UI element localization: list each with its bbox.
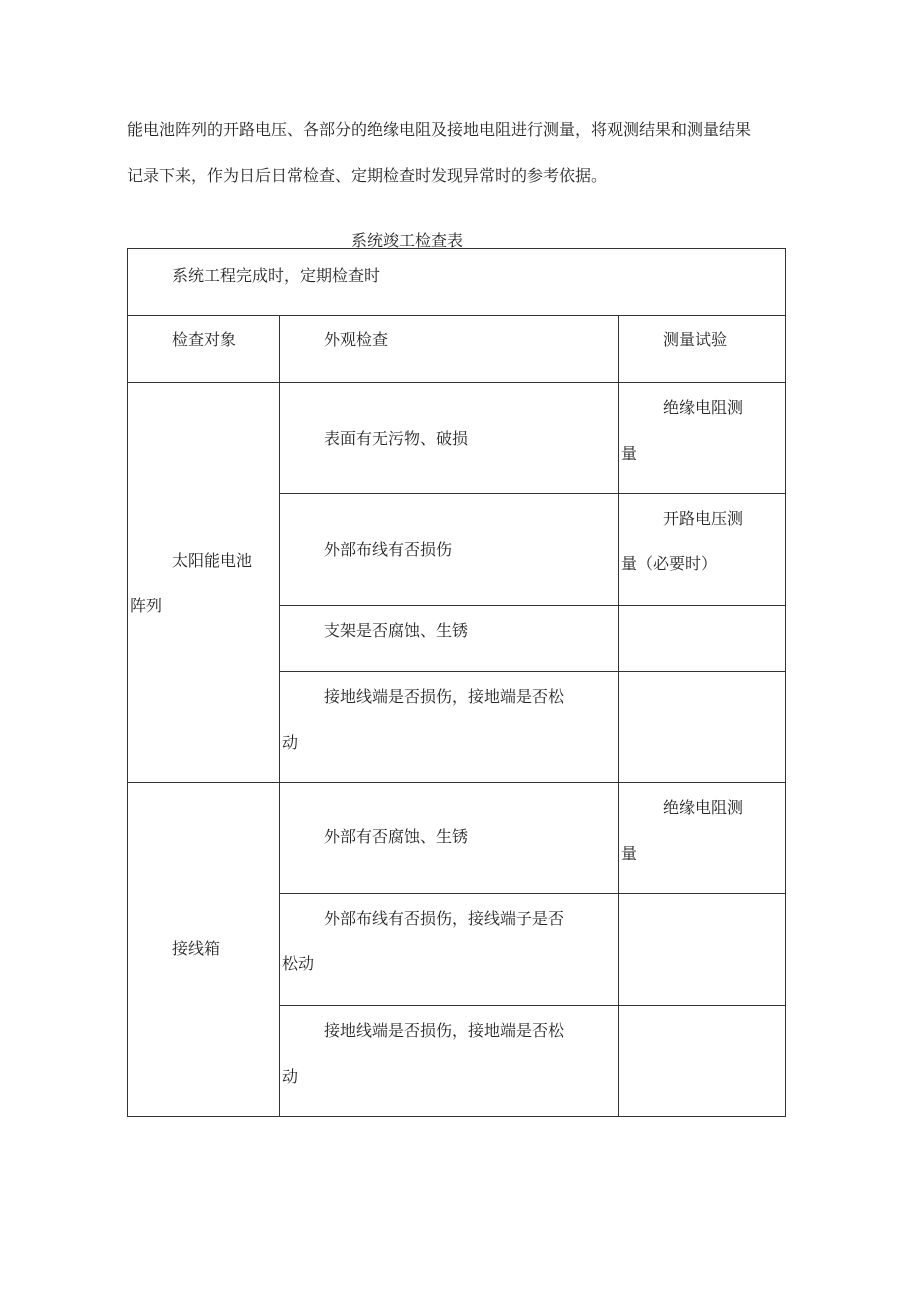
appearance-check-continued: 动 [282, 732, 299, 752]
appearance-check: 外部布线有否损伤 [324, 540, 453, 560]
measurement-line-1: 绝缘电阻测 [663, 398, 744, 417]
measurement-line-2: 量 [621, 444, 638, 463]
column-header-measurement: 测量试验 [663, 330, 728, 349]
column-header-appearance: 外观检查 [324, 330, 389, 349]
table-row [128, 383, 786, 494]
appearance-check: 表面有无污物、破损 [324, 429, 469, 448]
table-row [128, 783, 786, 894]
intro-line-1: 能电池阵列的开路电压、各部分的绝缘电阻及接地电阻进行测量，将观测结果和测量结果 [127, 120, 752, 139]
group-object-line-1: 接线箱 [172, 939, 221, 958]
inspection-table [127, 248, 786, 1117]
measurement-line-2: 量 [621, 844, 638, 863]
table-header-note: 系统工程完成时，定期检查时 [172, 266, 381, 285]
measurement-line-1: 绝缘电阻测 [663, 798, 744, 817]
table-header-row [128, 316, 786, 383]
measurement-line-2: 量（必要时） [621, 554, 718, 574]
table-caption: 系统竣工检查表 [350, 231, 463, 250]
appearance-check: 接地线端是否损伤，接地端是否松 [324, 686, 565, 706]
group-object-line-1: 太阳能电池 [172, 551, 253, 570]
table-note-row [128, 249, 786, 316]
appearance-check: 外部有否腐蚀、生锈 [324, 827, 469, 846]
appearance-check-continued: 动 [282, 1066, 299, 1086]
column-header-object: 检查对象 [172, 330, 237, 349]
measurement-line-1: 开路电压测 [663, 509, 744, 529]
group-object-line-2: 阵列 [130, 596, 163, 615]
appearance-check-continued: 松动 [282, 954, 315, 974]
appearance-check: 外部布线有否损伤，接线端子是否 [324, 909, 565, 929]
intro-line-2: 记录下来，作为日后日常检查、定期检查时发现异常时的参考依据。 [127, 166, 608, 185]
appearance-check: 接地线端是否损伤，接地端是否松 [324, 1020, 565, 1040]
appearance-check: 支架是否腐蚀、生锈 [324, 620, 469, 640]
